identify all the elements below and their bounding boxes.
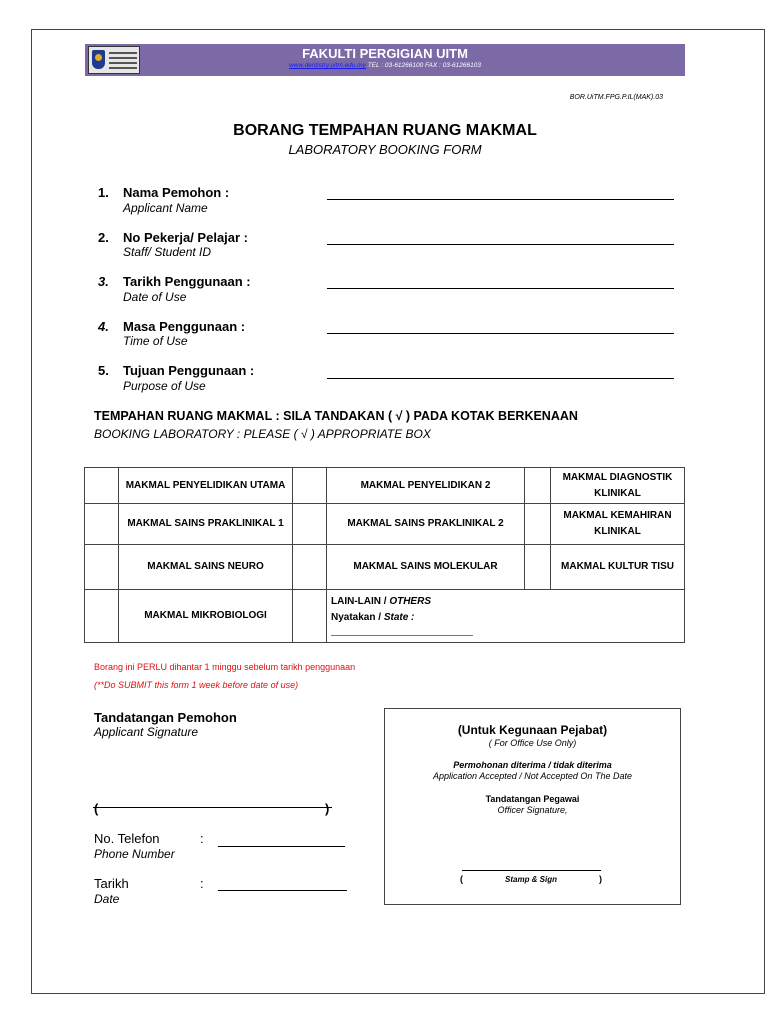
field-sub-purpose: Purpose of Use xyxy=(123,379,206,393)
lab-option-label: MAKMAL SAINS NEURO xyxy=(119,545,293,590)
submission-note-en: (**Do SUBMIT this form 1 week before date of use) xyxy=(94,680,299,690)
stamp-sign-label: Stamp & Sign xyxy=(505,875,558,884)
lab-checkbox[interactable] xyxy=(525,504,551,545)
field-label-purpose: Tujuan Penggunaan : xyxy=(123,363,255,378)
name-paren-open: ( xyxy=(94,801,99,816)
field-sub-staff-id: Staff/ Student ID xyxy=(123,245,212,259)
officer-signature-line[interactable] xyxy=(462,860,601,871)
lab-option-label: MAKMAL PENYELIDIKAN UTAMA xyxy=(119,468,293,504)
field-sub-date-of-use: Date of Use xyxy=(123,290,187,304)
lab-checkbox[interactable] xyxy=(293,468,327,504)
officer-signature-label: Tandatangan Pegawai xyxy=(485,794,580,804)
lab-option-label: MAKMAL DIAGNOSTIK KLINIKAL xyxy=(551,468,685,504)
phone-sub: Phone Number xyxy=(94,847,175,861)
phone-label: No. Telefon xyxy=(94,831,160,846)
officer-signature-sub: Officer Signature, xyxy=(497,805,568,815)
field-number: 4. xyxy=(98,319,109,334)
lab-option-label: MAKMAL MIKROBIOLOGI xyxy=(119,590,293,643)
lab-checkbox[interactable] xyxy=(525,545,551,590)
office-title: (Untuk Kegunaan Pejabat) xyxy=(457,723,608,737)
applicant-name-line[interactable] xyxy=(327,187,674,200)
field-number: 3. xyxy=(98,274,109,289)
office-subtitle: ( For Office Use Only) xyxy=(488,738,577,748)
lab-option-label: MAKMAL KULTUR TISU xyxy=(551,545,685,590)
phone-fax: TEL : 03-61266100 FAX : 03-61266103 xyxy=(367,62,481,69)
specify-label: Nyatakan / xyxy=(331,612,382,623)
phone-colon: : xyxy=(200,831,204,846)
lab-checkbox[interactable] xyxy=(293,545,327,590)
field-label-date-of-use: Tarikh Penggunaan : xyxy=(123,274,251,289)
field-number: 1. xyxy=(98,185,109,200)
lab-checkbox[interactable] xyxy=(85,545,119,590)
lab-checkbox[interactable] xyxy=(85,504,119,545)
lab-option-label: MAKMAL SAINS MOLEKULAR xyxy=(327,545,525,590)
lab-option-label: MAKMAL SAINS PRAKLINIKAL 2 xyxy=(327,504,525,545)
others-label-en: OTHERS xyxy=(389,596,431,607)
date-label: Tarikh xyxy=(94,876,129,891)
others-option xyxy=(327,590,685,643)
applicant-signature-sub: Applicant Signature xyxy=(94,725,199,739)
lab-option-label: MAKMAL KEMAHIRAN KLINIKAL xyxy=(551,504,685,545)
faculty-name: FAKULTI PERGIGIAN UITM xyxy=(302,46,468,61)
faculty-contact xyxy=(0,62,770,69)
purpose-line[interactable] xyxy=(327,366,674,379)
lab-checkbox[interactable] xyxy=(293,504,327,545)
booking-instruction: TEMPAHAN RUANG MAKMAL : SILA TANDAKAN ( √ ) PADA KOTAK BERKENAAN xyxy=(94,409,578,423)
form-reference: BOR.UiTM.FPG.P.IL(MAK).03 xyxy=(569,94,663,101)
time-of-use-line[interactable] xyxy=(327,321,674,334)
applicant-signature-label: Tandatangan Pemohon xyxy=(94,710,237,725)
field-label-staff-id: No Pekerja/ Pelajar : xyxy=(123,230,249,245)
form-title: BORANG TEMPAHAN RUANG MAKMAL xyxy=(233,122,537,139)
lab-checkbox[interactable] xyxy=(85,468,119,504)
name-paren-close: ) xyxy=(325,801,330,816)
field-sub-applicant-name: Applicant Name xyxy=(123,201,208,215)
lab-option-label: MAKMAL SAINS PRAKLINIKAL 1 xyxy=(119,504,293,545)
field-sub-time-of-use: Time of Use xyxy=(123,334,188,348)
field-number: 2. xyxy=(98,230,109,245)
date-colon: : xyxy=(200,876,204,891)
lab-selection-table xyxy=(84,467,685,643)
staff-id-line[interactable] xyxy=(327,232,674,245)
field-label-applicant-name: Nama Pemohon : xyxy=(123,185,230,200)
submission-note: Borang ini PERLU dihantar 1 minggu sebelum tarikh penggunaan xyxy=(94,662,356,672)
phone-line[interactable] xyxy=(218,834,345,847)
office-status-en: Application Accepted / Not Accepted On The Date xyxy=(433,771,632,781)
date-sub: Date xyxy=(94,892,120,906)
specify-label-en: State : xyxy=(383,612,415,623)
date-line[interactable] xyxy=(218,878,347,891)
applicant-signature-line[interactable] xyxy=(93,797,332,808)
stamp-paren-open: ( xyxy=(460,874,463,884)
field-number: 5. xyxy=(98,363,109,378)
date-of-use-line[interactable] xyxy=(327,276,674,289)
others-specify-line[interactable] xyxy=(331,635,473,636)
lab-option-label: MAKMAL PENYELIDIKAN 2 xyxy=(327,468,525,504)
form-subtitle: LABORATORY BOOKING FORM xyxy=(288,142,482,157)
lab-checkbox[interactable] xyxy=(525,468,551,504)
booking-instruction-en: BOOKING LABORATORY : PLEASE ( √ ) APPROPRIATE BOX xyxy=(94,427,431,441)
website-link[interactable]: www.dentistry.uitm.edu.my xyxy=(289,62,366,69)
office-status: Permohonan diterima / tidak diterima xyxy=(453,760,612,770)
stamp-paren-close: ) xyxy=(599,874,602,884)
field-label-time-of-use: Masa Penggunaan : xyxy=(123,319,246,334)
lab-checkbox[interactable] xyxy=(85,590,119,643)
others-label: LAIN-LAIN / xyxy=(331,596,387,607)
lab-checkbox[interactable] xyxy=(293,590,327,643)
